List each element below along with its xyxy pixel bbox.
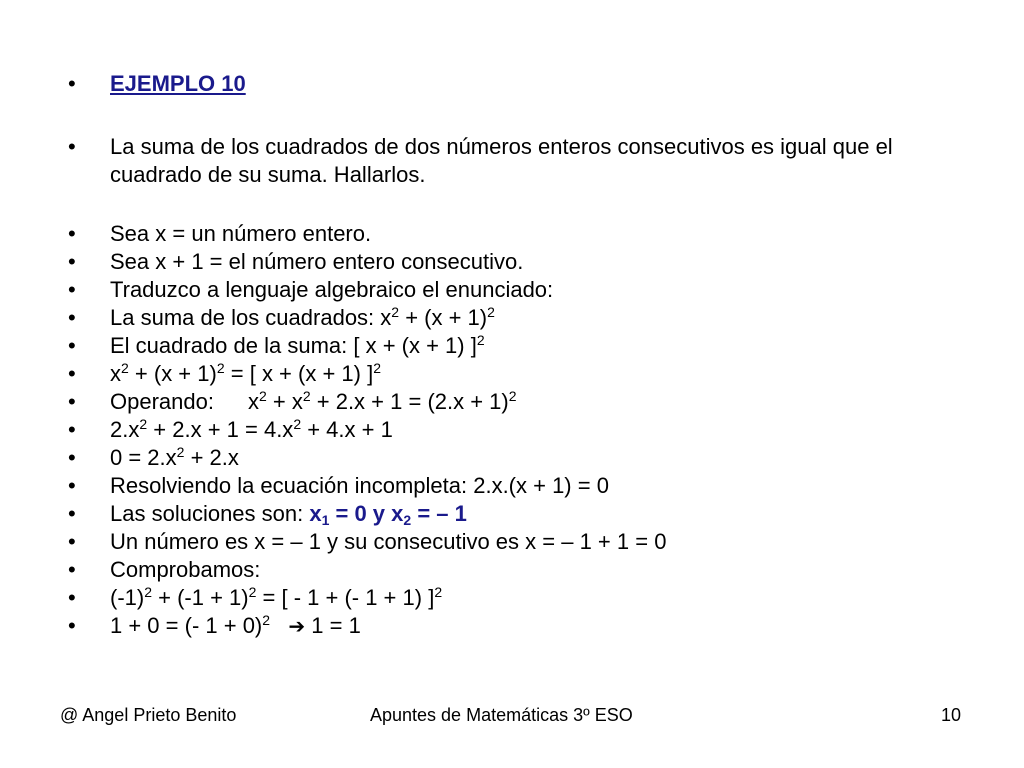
bullet: •	[68, 473, 76, 498]
bullet: •	[68, 613, 76, 638]
step-11	[64, 500, 964, 528]
step-text: $x^2 + (x + 1)^2$ = [ x + (x + 1) ]$^2$	[110, 360, 381, 386]
bullet: •	[68, 277, 76, 302]
bullet: •	[68, 417, 76, 442]
bullet: •	[68, 221, 76, 246]
step-text: Resolviendo la ecuación incompleta: 2.x.(x + 1) = 0	[110, 473, 609, 498]
arrow-right-icon: ➔	[288, 614, 306, 638]
step-text: Las soluciones son: $x_1 = 0$ y $x_2$ = – 1	[110, 501, 467, 528]
bullet: •	[68, 501, 76, 526]
page-number: 10	[941, 705, 962, 725]
list-item-statement	[64, 133, 964, 189]
bullet: •	[68, 557, 76, 582]
step-text: Comprobamos:	[110, 557, 261, 582]
bullet: •	[68, 134, 76, 159]
step-15	[64, 612, 964, 640]
footer	[0, 705, 1024, 731]
slide-title: EJEMPLO 10	[110, 71, 246, 96]
bullet: •	[68, 249, 76, 274]
step-9	[64, 444, 964, 472]
step-text: $(-1)^2 + (-1 + 1)^2$ = [ - 1 + (- 1 + 1) ]$^2$	[110, 584, 443, 610]
step-7	[64, 388, 964, 416]
step-text: 1 + 0 = (- 1 + 0)$^2$ ➔ 1 = 1	[110, 612, 361, 638]
bullet: •	[68, 445, 76, 470]
step-8	[64, 416, 964, 444]
step-5	[64, 332, 964, 360]
step-text: $2.x^2 + 2.x + 1 = 4.x^2 + 4.x + 1$	[110, 416, 393, 442]
step-6	[64, 360, 964, 388]
step-3	[64, 276, 964, 304]
problem-statement: La suma de los cuadrados de dos números enteros consecutivos es igual que el cuadrado de su suma. Hallarlos.	[110, 134, 893, 187]
step-text: Sea x + 1 = el número entero consecutivo.	[110, 249, 524, 274]
step-12	[64, 528, 964, 556]
step-13	[64, 556, 964, 584]
step-1	[64, 220, 964, 248]
footer-author: @ Angel Prieto Benito	[60, 705, 237, 725]
step-text: $0 = 2.x^2 + 2.x$	[110, 444, 239, 470]
solution-steps	[64, 220, 964, 640]
bullet: •	[68, 585, 76, 610]
step-text: El cuadrado de la suma: [ x + (x + 1) ]$^2$	[110, 332, 485, 358]
step-text: Sea x = un número entero.	[110, 221, 372, 246]
step-10	[64, 472, 964, 500]
list-item-title	[64, 70, 964, 98]
bullet: •	[68, 361, 76, 386]
bullet: •	[68, 71, 76, 96]
footer-course: Apuntes de Matemáticas 3º ESO	[370, 705, 633, 725]
title-list	[64, 70, 964, 98]
statement-list	[64, 133, 964, 189]
bullet: •	[68, 333, 76, 358]
step-4	[64, 304, 964, 332]
step-2	[64, 248, 964, 276]
bullet: •	[68, 389, 76, 414]
step-text: Un número es x = – 1 y su consecutivo es x = – 1 + 1 = 0	[110, 529, 667, 554]
solutions: $x_1 = 0$ y $x_2$ = – 1	[309, 501, 467, 528]
bullet: •	[68, 305, 76, 330]
bullet: •	[68, 529, 76, 554]
step-text: Traduzco a lenguaje algebraico el enunciado:	[110, 277, 554, 302]
step-14	[64, 584, 964, 612]
step-text: Operando: $x^2 + x^2 + 2.x + 1 = (2.x + 1)^2$	[110, 388, 517, 414]
step-text: La suma de los cuadrados: $x^2 + (x + 1)^2$	[110, 304, 495, 330]
